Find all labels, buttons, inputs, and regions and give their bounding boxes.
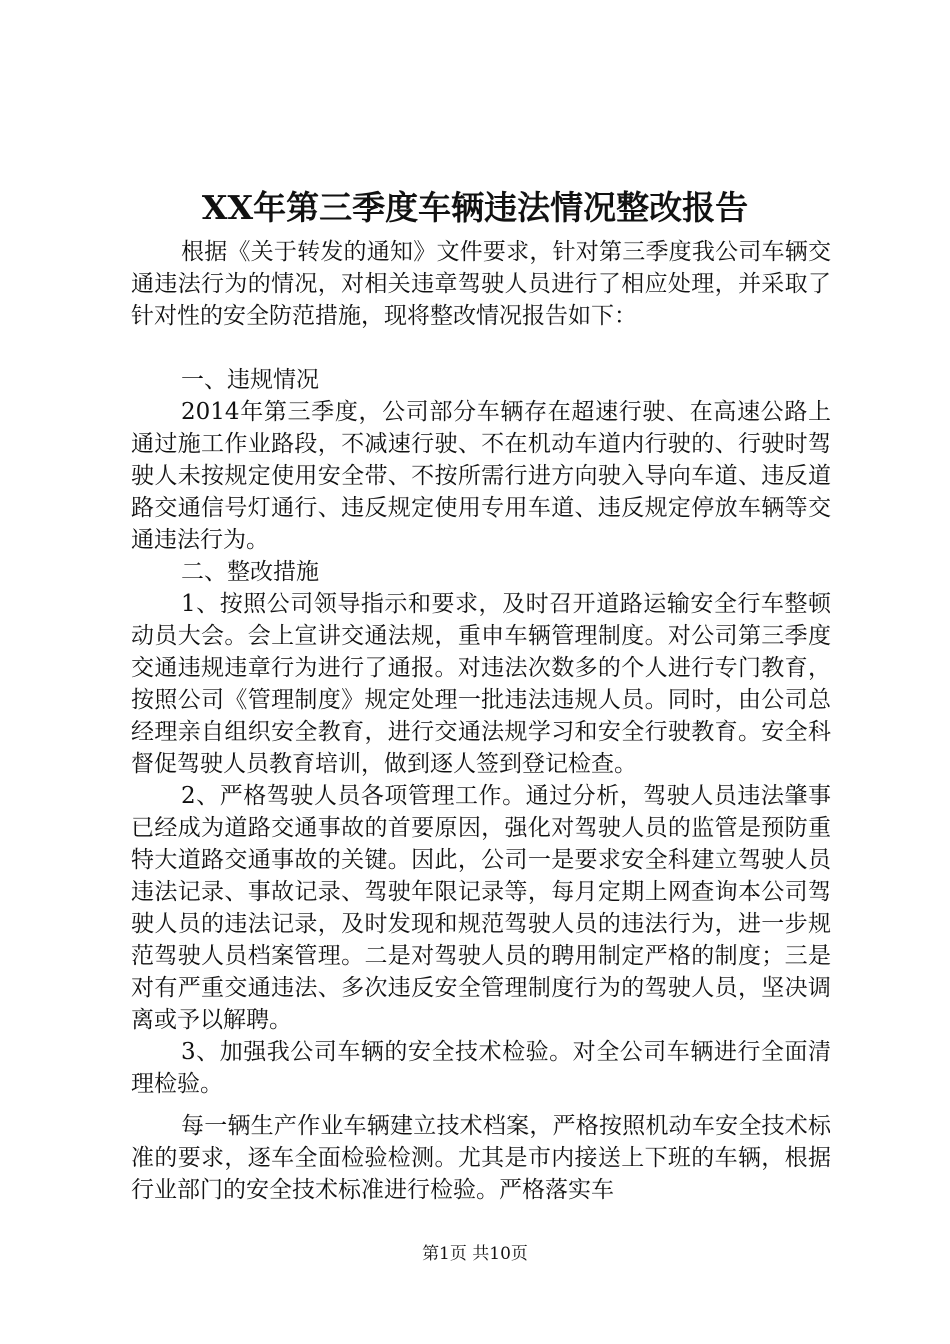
violations-paragraph: 2014年第三季度，公司部分车辆存在超速行驶、在高速公路上通过施工作业路段，不减速行驶、不在机动车道内行驶的、行驶时驾驶人未按规定使用安全带、不按所需行进方向驶入导向车道、违反道路交通信号灯通行、违反规定使用专用车道、违反规定停放车辆等交通违法行为。 [131,399,831,553]
intro-paragraph: 根据《关于转发的通知》文件要求，针对第三季度我公司车辆交通违法行为的情况，对相关违章驾驶人员进行了相应处理，并采取了针对性的安全防范措施，现将整改情况报告如下： [131,239,831,329]
measure-2-paragraph: 2、严格驾驶人员各项管理工作。通过分析，驾驶人员违法肇事已经成为道路交通事故的首要原因，强化对驾驶人员的监管是预防重特大道路交通事故的关键。因此，公司一是要求安全科建立驾驶人员违法记录、事故记录、驾驶年限记录等，每月定期上网查询本公司驾驶人员的违法记录，及时发现和规范驾驶人员的违法行为，进一步规范驾驶人员档案管理。二是对驾驶人员的聘用制定严格的制度；三是对有严重交通违法、多次违反安全管理制度行为的驾驶人员，坚决调离或予以解聘。 [131,783,831,1033]
measure-3-detail-paragraph: 每一辆生产作业车辆建立技术档案，严格按照机动车安全技术标准的要求，逐车全面检验检测。尤其是市内接送上下班的车辆，根据行业部门的安全技术标准进行检验。严格落实车 [131,1113,831,1203]
document-body [131,236,831,1206]
measure-3-paragraph: 3、加强我公司车辆的安全技术检验。对全公司车辆进行全面清理检验。 [131,1039,831,1097]
measure-1-paragraph: 1、按照公司领导指示和要求，及时召开道路运输安全行车整顿动员大会。会上宣讲交通法规，重申车辆管理制度。对公司第三季度交通违规违章行为进行了通报。对违法次数多的个人进行专门教育，按照公司《管理制度》规定处理一批违法违规人员。同时，由公司总经理亲自组织安全教育，进行交通法规学习和安全行驶教育。安全科督促驾驶人员教育培训，做到逐人签到登记检查。 [131,591,831,777]
document-title: XX年第三季度车辆违法情况整改报告 [201,188,749,227]
section-heading-violations: 一、违规情况 [181,367,319,393]
section-heading-measures: 二、整改措施 [181,559,319,585]
page-number: 第1页 共10页 [422,1244,528,1264]
